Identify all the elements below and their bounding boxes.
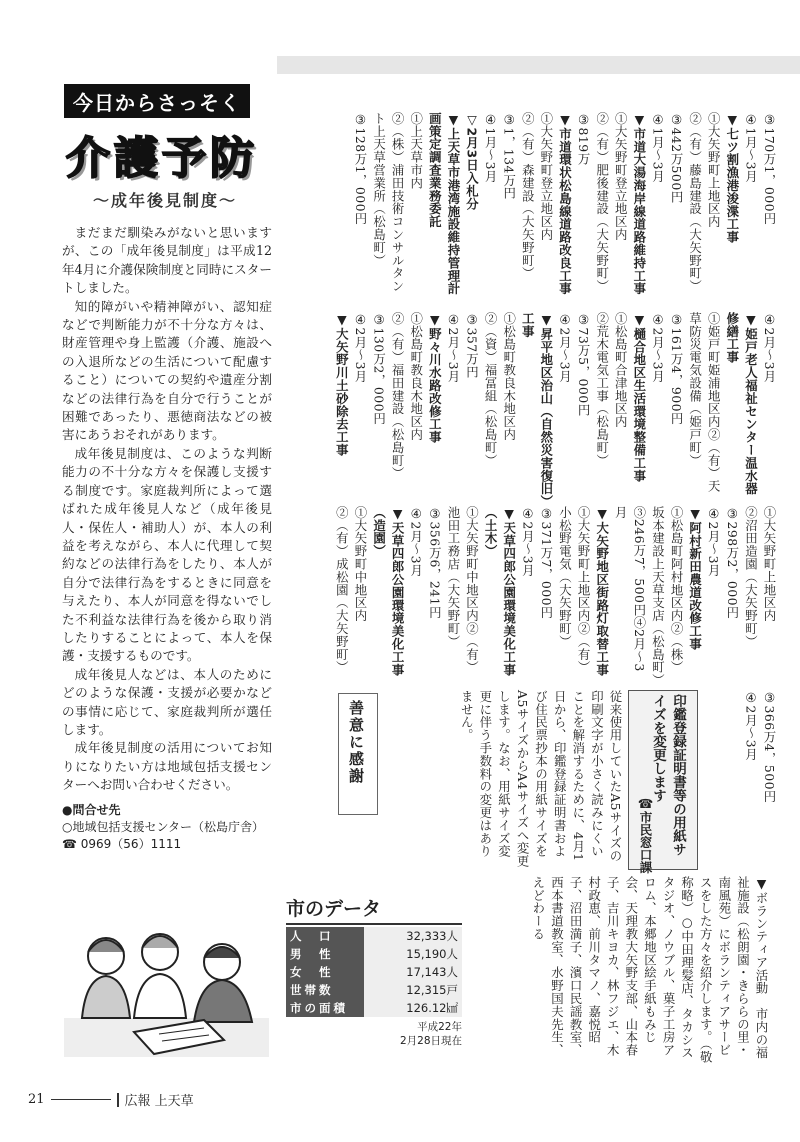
contact-info [62, 802, 272, 853]
bid-entry: ②（有）森建設（大矢野町） [520, 112, 536, 280]
bid-entry: ▼天草四郎公園環境美化工事（土木） [483, 506, 517, 677]
row-label: 市の面積 [286, 999, 364, 1017]
row-value: 126.12㎢ [364, 999, 462, 1017]
row-label: 世帯数 [286, 981, 364, 999]
row-value: 12,315戸 [364, 981, 462, 999]
table-row [286, 999, 462, 1017]
bid-entry: ▼昇平地区治山（自然災害復旧）工事 [520, 312, 554, 502]
contact-phone: ☎ 0969（56）1111 [62, 837, 182, 851]
paragraph: 知的障がいや精神障がい、認知症などで判断能力が不十分な方々は、財産管理や身上監護（介護、施設への入退所などの生活について配慮すること）についての契約や遺産分割などの法律行為を自分で行うことが困難であったり、悪徳商法などの被害にあうおそれがあります。 [62, 298, 272, 443]
bid-entry: ▼野々川水路改修工事 [427, 312, 443, 444]
bid-entry: ▼上天草市港湾施設維持管理計画策定調査業務委託 [427, 112, 461, 296]
bid-entry: ①大矢野町上地区内②（有）小松野電気（大矢野町） [557, 506, 592, 674]
bid-entry: ④2月～3月 [445, 312, 461, 383]
paragraph: まだまだ馴染みがないと思いますが、この「成年後見制度」は平成12年4月に介護保険制度と同時にスタートしました。 [62, 225, 272, 296]
bid-entry: ④2月～3月 [762, 312, 777, 383]
bid-entry: ③1，134万円 [501, 112, 517, 200]
bid-entry: ▽2月3日入札分 [464, 112, 480, 211]
bid-entry: ▼天草四郎公園環境美化工事（造園） [371, 506, 406, 677]
bid-entry: ①松島町教良木地区内 [408, 312, 424, 441]
bid-entry: ③357万円 [464, 312, 480, 379]
corner-label: 今日からさっそく [64, 84, 250, 118]
bid-entry: ④2月～3月 [743, 690, 759, 761]
bid-entry: ②（資）福冨組（松島町） [483, 312, 499, 467]
row-label: 人 口 [286, 927, 364, 945]
bid-entry: ①大矢野町上地区内 [762, 506, 777, 623]
bid-entry: ④2月～3月 [352, 312, 368, 383]
article-body [62, 224, 272, 795]
article-subtitle: ～成年後見制度～ [92, 191, 237, 210]
bid-entry: ④2月～3月 [408, 506, 424, 577]
bid-entry: ③161万4，900円 [669, 312, 685, 425]
bid-entry: ③819万 [576, 112, 592, 166]
bid-entry: ②（有）肥後建設（大矢野町） [594, 112, 610, 293]
bid-entry: ①大矢野町上地区内 [706, 112, 722, 229]
city-data-date [286, 1020, 462, 1048]
bid-entry: ①松島町合津地区内 [613, 312, 629, 429]
row-label: 男 性 [286, 945, 364, 963]
paragraph: 成年後見人などは、本人のためにどのような保護・支援が必要かなどの事情に応じて、家庭裁判所が選任します。 [62, 666, 272, 737]
bid-entry: ③128万1，000円 [352, 112, 368, 225]
bid-results-band [332, 312, 778, 502]
header-band [277, 56, 800, 74]
page-margin [0, 0, 277, 40]
bid-entry: ③356万6，241円 [427, 506, 443, 619]
date-line: 2月28日現在 [399, 1035, 462, 1047]
bid-entry: ▼樋合地区生活環境整備工事 [631, 312, 647, 483]
bid-entry: ①上天草市内 [408, 112, 424, 190]
contact-heading: ●問合せ先 [62, 803, 121, 817]
bid-entry: ①大矢野町登立地区内 [613, 112, 629, 241]
bid-entry: ▼姫戸老人福祉センター温水器修繕工事 [724, 312, 759, 496]
bid-entry: ③366万4，500円 [762, 690, 777, 803]
notice-title: 印鑑登録証明書等の用紙サイズを変更します [650, 694, 686, 856]
footer-bar [117, 1093, 119, 1107]
bid-entry: ②（有）成松園（大矢野町） [334, 506, 350, 674]
thanks-body-start [266, 690, 336, 870]
city-data-title: 市のデータ [286, 898, 382, 920]
page-number: 21 [28, 1092, 45, 1107]
bid-entry: ②沼田造園（大矢野町） [743, 506, 759, 648]
bid-entry: ②（株）浦田技術コンサルタント上天草営業所（松島町） [371, 112, 406, 293]
bid-entry: ②（有）福田建設（松島町） [390, 312, 406, 480]
row-value: 32,333人 [364, 927, 462, 945]
bid-entry: ▼大矢野川土砂除去工事 [334, 312, 350, 457]
row-label: 女 性 [286, 963, 364, 981]
bid-entry: ①大矢野町中地区内②（有）池田工務店（大矢野町） [445, 506, 480, 674]
bid-entry: ④2月～3月 [650, 312, 666, 383]
bid-entry: ▼七ツ割漁港浚渫工事 [724, 112, 740, 244]
city-data-rule [286, 923, 462, 925]
bid-entry: ③442万500円 [669, 112, 685, 204]
bid-entry: ①松島町阿村地区内②（株）坂本建設上天草支店（松島町）③246万7，500円④2月～3月 [613, 506, 685, 681]
bid-entry: ③170万1，000円 [762, 112, 777, 225]
row-value: 17,143人 [364, 963, 462, 981]
bid-entry: ▼大矢野地区街路灯取替工事 [594, 506, 610, 677]
thanks-title: 善意に感謝 [347, 700, 365, 785]
footer-rule [51, 1099, 111, 1100]
bid-entry: ①大矢野町中地区内 [352, 506, 368, 623]
bid-entry: ③371万7，000円 [538, 506, 554, 619]
bid-entry: ④1月～3月 [650, 112, 666, 183]
people-illustration-icon [64, 922, 269, 1057]
bid-entry: ①姫戸町姫浦地区内②（有）天草防災電気設備（姫戸町） [687, 312, 722, 493]
bid-entry: ②（有）藤島建設（大矢野町） [687, 112, 703, 293]
table-row [286, 945, 462, 963]
notice-body: 従来使用していたA5サイズの印刷文字が小さく読みにくいことを解消するために、4月1日から、印鑑登録証明書および住民票抄本の用紙サイズをA5サイズからA4サイズへ変更します。なお、用紙サイズ変更に伴う手数料の変更はありません。 [459, 690, 623, 868]
article-title: 介護予防 [66, 133, 258, 184]
bid-results-band [350, 112, 778, 302]
contact-org: ○地域包括支援センター（松島庁舎） [62, 820, 264, 834]
date-line: 平成22年 [417, 1021, 462, 1033]
paragraph: 成年後見制度は、このような判断能力の不十分な方々を保護し支援する制度です。家庭裁判所によって選ばれた成年後見人など（成年後見人・保佐人・補助人）が、本人の利益を考えながら、本人に代理して契約などの法律行為をしたり、本人が自分で法律行為をするときに同意を与えたり、本人が同意を得ないでした不利益な法律行為を後から取り消したりすることによって、本人を保護・支援するものです。 [62, 445, 272, 664]
bid-entry: ④2月～3月 [557, 312, 573, 383]
bid-entry: ④2月～3月 [706, 506, 722, 577]
bid-entry: ②荒木電気工事（松島町） [594, 312, 610, 467]
table-row [286, 963, 462, 981]
publication-name: 広報 上天草 [124, 1094, 194, 1109]
thanks-body: ▼ボランティア活動 市内の福祉施設（松朗園・きららの里・南風苑）にボランティアサービスをした方々を紹介します。（敬称略）○中田理髪店、タカシスタジオ、ノウブル、菓子工房アロム、本郷地区絵手紙もみじ会、天理教大矢野支部、山本春子、吉川キヨカ、林フジエ、木村政恵、前川タマノ、嘉悦昭子、沼田満子、濱口民謡教室、西本書道教室、水野国夫先生、えどわーる [530, 876, 769, 1064]
bid-entry: ①松島町教良木地区内 [501, 312, 517, 441]
bid-entry: ③298万2，000円 [724, 506, 740, 619]
bid-entry: ①大矢野町登立地区内 [538, 112, 554, 241]
bid-entry: ③73万5，000円 [576, 312, 592, 417]
city-data-table [286, 927, 462, 1017]
bid-entry: ④1月～3月 [483, 112, 499, 183]
bid-entry: ▼市道大湯海岸線道路維持工事 [631, 112, 647, 296]
notice-dept: ☎市民窓口課 [638, 796, 653, 874]
bid-entry: ④2月～3月 [520, 506, 536, 577]
bid-entry: ③130万2，000円 [371, 312, 387, 425]
bid-results-band [741, 690, 778, 870]
row-value: 15,190人 [364, 945, 462, 963]
table-row [286, 927, 462, 945]
bid-entry: ▼阿村新田農道改修工事 [687, 506, 703, 651]
bid-entry: ④1月～3月 [743, 112, 759, 183]
table-row [286, 981, 462, 999]
page-footer [28, 1090, 194, 1109]
paragraph: 成年後見制度の活用についてお知りになりたい方は地域包括支援センターへお問い合わせください。 [62, 740, 272, 793]
bid-entry: ▼市道環状松島線道路改良工事 [557, 112, 573, 296]
bid-results-band [332, 506, 778, 684]
